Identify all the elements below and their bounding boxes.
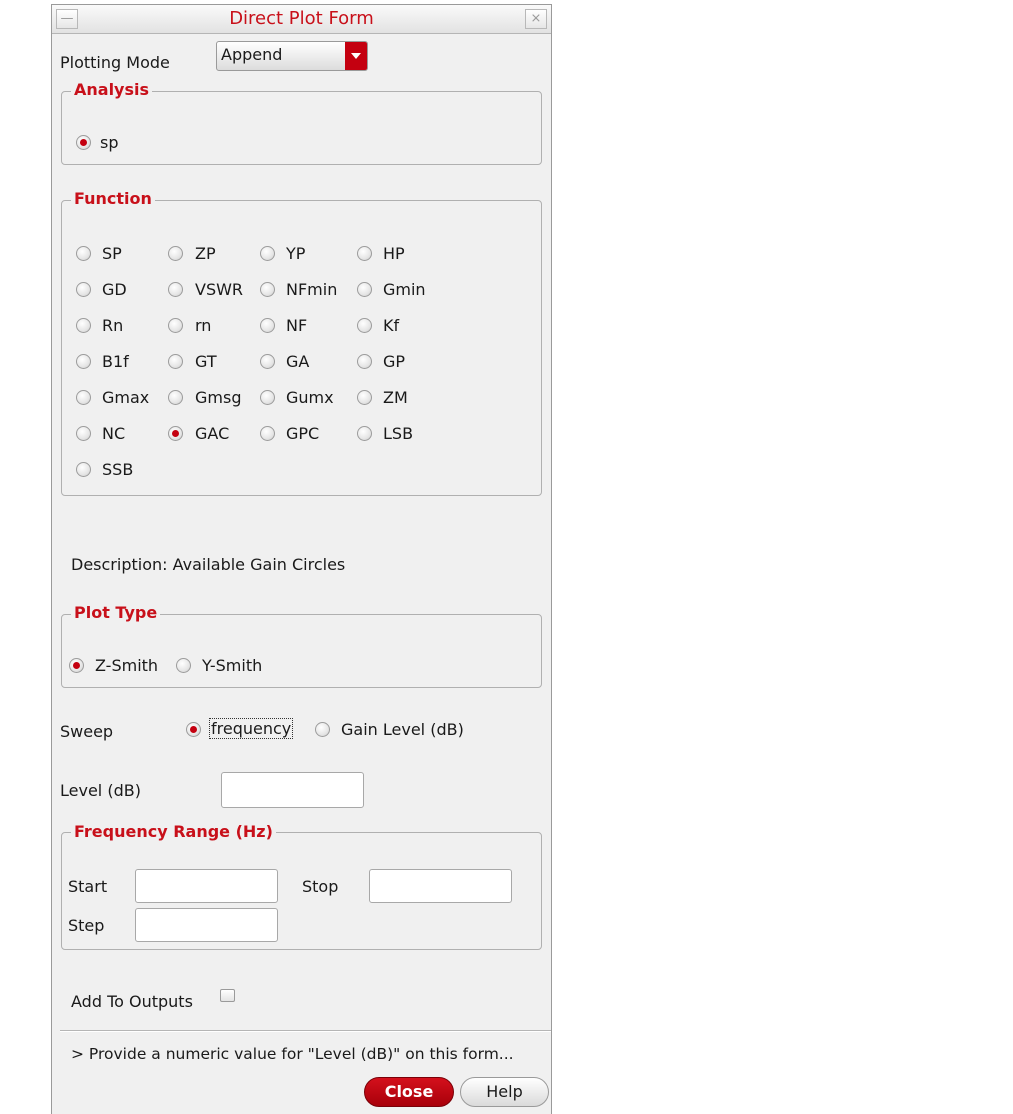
plot-type-label-z-smith: Z-Smith (95, 656, 159, 675)
plot-type-label-y-smith: Y-Smith (202, 656, 263, 675)
function-radio-gmsg[interactable] (168, 390, 183, 405)
sweep-label-gain-level: Gain Level (dB) (341, 720, 464, 739)
function-label-gmin: Gmin (383, 280, 426, 299)
function-radio-zp[interactable] (168, 246, 183, 261)
function-radio-lsb[interactable] (357, 426, 372, 441)
function-label-gmax: Gmax (102, 388, 150, 407)
function-radio-gd[interactable] (76, 282, 91, 297)
function-radio-gac[interactable] (168, 426, 183, 441)
footer-divider (60, 1030, 551, 1032)
function-radio-b1f[interactable] (76, 354, 91, 369)
function-label-gt: GT (195, 352, 217, 371)
function-label-b1f: B1f (102, 352, 129, 371)
help-button-label: Help (486, 1082, 523, 1101)
sweep-label: Sweep (60, 722, 114, 741)
function-label-gp: GP (383, 352, 406, 371)
level-label: Level (dB) (60, 781, 141, 800)
function-label-ga: GA (286, 352, 310, 371)
stop-input[interactable] (369, 869, 512, 903)
function-label-zp: ZP (195, 244, 216, 263)
function-label-vswr: VSWR (195, 280, 244, 299)
function-radio-zm[interactable] (357, 390, 372, 405)
function-radio-hp[interactable] (357, 246, 372, 261)
function-radio-ga[interactable] (260, 354, 275, 369)
function-label-gd: GD (102, 280, 127, 299)
plotting-mode-value: Append (221, 45, 283, 64)
minimize-icon: — (60, 11, 74, 26)
start-label: Start (68, 877, 108, 896)
function-label-kf: Kf (383, 316, 400, 335)
function-radio-gpc[interactable] (260, 426, 275, 441)
window-close-button[interactable] (525, 9, 547, 29)
function-label-sp: SP (102, 244, 122, 263)
function-radio-sp[interactable] (76, 246, 91, 261)
function-radio-gp[interactable] (357, 354, 372, 369)
function-label-yp: YP (286, 244, 306, 263)
close-button[interactable] (364, 1077, 454, 1107)
analysis-radio-sp-label: sp (100, 133, 119, 152)
direct-plot-form-window (51, 4, 552, 1114)
plot-type-radio-y-smith[interactable] (176, 658, 191, 673)
function-label-nc: NC (102, 424, 126, 443)
window-title: Direct Plot Form (229, 8, 374, 29)
function-radio-rn-upper[interactable] (76, 318, 91, 333)
step-input[interactable] (135, 908, 278, 942)
plotting-mode-select[interactable] (216, 41, 368, 71)
sweep-radio-gain-level[interactable] (315, 722, 330, 737)
sweep-label-frequency: frequency (211, 719, 292, 738)
function-label-zm: ZM (383, 388, 408, 407)
analysis-group-title: Analysis (71, 80, 152, 99)
function-radio-rn-lower[interactable] (168, 318, 183, 333)
function-radio-gt[interactable] (168, 354, 183, 369)
stop-label: Stop (302, 877, 339, 896)
function-label-gpc: GPC (286, 424, 320, 443)
close-icon: ⨯ (530, 11, 542, 26)
add-to-outputs-checkbox[interactable] (220, 989, 235, 1002)
function-radio-nc[interactable] (76, 426, 91, 441)
function-radio-nf[interactable] (260, 318, 275, 333)
function-label-gumx: Gumx (286, 388, 334, 407)
plot-type-group (61, 614, 542, 688)
plot-type-radio-z-smith[interactable] (69, 658, 84, 673)
title-bar (52, 5, 551, 34)
chevron-down-icon[interactable] (345, 42, 367, 70)
function-label-gac: GAC (195, 424, 230, 443)
analysis-radio-sp[interactable] (76, 135, 91, 150)
function-radio-nfmin[interactable] (260, 282, 275, 297)
function-radio-gumx[interactable] (260, 390, 275, 405)
close-button-label: Close (384, 1082, 434, 1101)
help-button[interactable] (460, 1077, 549, 1107)
function-radio-ssb[interactable] (76, 462, 91, 477)
level-input[interactable] (221, 772, 364, 808)
function-label-hp: HP (383, 244, 405, 263)
function-label-lsb: LSB (383, 424, 414, 443)
function-radio-yp[interactable] (260, 246, 275, 261)
frequency-range-group-title: Frequency Range (Hz) (71, 822, 276, 841)
function-label-gmsg: Gmsg (195, 388, 242, 407)
function-label-nf: NF (286, 316, 308, 335)
function-radio-kf[interactable] (357, 318, 372, 333)
function-group-title: Function (71, 189, 155, 208)
description-text: Description: Available Gain Circles (71, 555, 346, 574)
start-input[interactable] (135, 869, 278, 903)
add-to-outputs-label: Add To Outputs (71, 992, 193, 1011)
function-radio-gmax[interactable] (76, 390, 91, 405)
function-label-rn-lower: rn (195, 316, 212, 335)
analysis-group (61, 91, 542, 165)
function-label-ssb: SSB (102, 460, 134, 479)
function-label-nfmin: NFmin (286, 280, 338, 299)
step-label: Step (68, 916, 105, 935)
function-label-rn-upper: Rn (102, 316, 124, 335)
plotting-mode-label: Plotting Mode (60, 53, 170, 72)
status-message: > Provide a numeric value for "Level (dB)" on this form... (71, 1045, 514, 1063)
sweep-radio-frequency[interactable] (186, 722, 201, 737)
function-radio-vswr[interactable] (168, 282, 183, 297)
function-radio-gmin[interactable] (357, 282, 372, 297)
plot-type-group-title: Plot Type (71, 603, 160, 622)
